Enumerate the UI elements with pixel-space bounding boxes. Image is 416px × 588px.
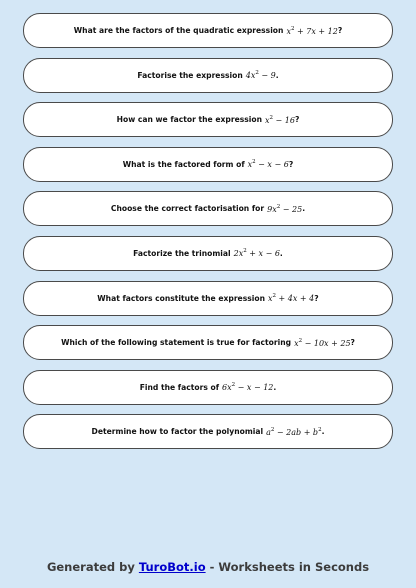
question-text: Factorize the trinomial xyxy=(133,248,231,258)
question-card-6 xyxy=(23,236,393,271)
question-text: Find the factors of xyxy=(139,382,220,392)
math-expression: $x^2 - 16$ xyxy=(264,114,295,125)
question-card-8 xyxy=(23,325,393,360)
question-text: How can we factor the expression xyxy=(116,115,262,125)
question-list xyxy=(23,13,393,459)
math-expression: $2x^2 + x - 6$ xyxy=(233,248,280,259)
question-text: Factorise the expression xyxy=(137,70,243,80)
question-text: Which of the following statement is true for factoring xyxy=(61,338,292,348)
math-expression: $9x^2 - 25$ xyxy=(267,203,303,214)
question-text: Determine how to factor the polynomial xyxy=(91,427,264,437)
question-punctuation: ? xyxy=(314,293,319,303)
math-expression: $x^2 + 7x + 12$ xyxy=(286,25,338,36)
footer-suffix: - Worksheets in Seconds xyxy=(209,560,370,574)
question-text: Choose the correct factorisation for xyxy=(110,204,265,214)
question-card-5 xyxy=(23,191,393,226)
math-expression: $a^2 - 2ab + b^2$ xyxy=(266,426,322,437)
question-punctuation: ? xyxy=(294,115,300,125)
question-card-1 xyxy=(23,13,393,48)
math-expression: $6x^2 - x - 12$ xyxy=(222,382,274,393)
question-card-7 xyxy=(23,281,393,316)
question-punctuation: . xyxy=(321,427,325,437)
question-punctuation: ? xyxy=(337,26,343,35)
footer-prefix: Generated by xyxy=(46,560,135,574)
turobot-link[interactable]: TuroBot.io xyxy=(138,560,206,574)
question-text: What are the factors of the quadratic expression xyxy=(73,26,284,35)
math-expression: $x^2 + 4x + 4$ xyxy=(267,293,315,304)
question-punctuation: . xyxy=(279,248,283,258)
question-punctuation: ? xyxy=(350,338,355,348)
question-card-10 xyxy=(23,414,393,449)
question-card-3 xyxy=(23,102,393,137)
question-text: What factors constitute the expression xyxy=(97,293,265,303)
question-punctuation: . xyxy=(273,382,277,392)
question-punctuation: . xyxy=(302,204,306,214)
footer xyxy=(0,560,416,574)
math-expression: $4x^2 - 9$ xyxy=(245,70,276,81)
math-expression: $x^2 - x - 6$ xyxy=(247,159,289,170)
question-punctuation: . xyxy=(275,70,279,80)
question-card-2 xyxy=(23,58,393,93)
question-punctuation: ? xyxy=(288,159,294,169)
question-card-9 xyxy=(23,370,393,405)
math-expression: $x^2 - 10x + 25$ xyxy=(294,337,351,348)
question-card-4 xyxy=(23,147,393,182)
question-text: What is the factored form of xyxy=(122,159,245,169)
